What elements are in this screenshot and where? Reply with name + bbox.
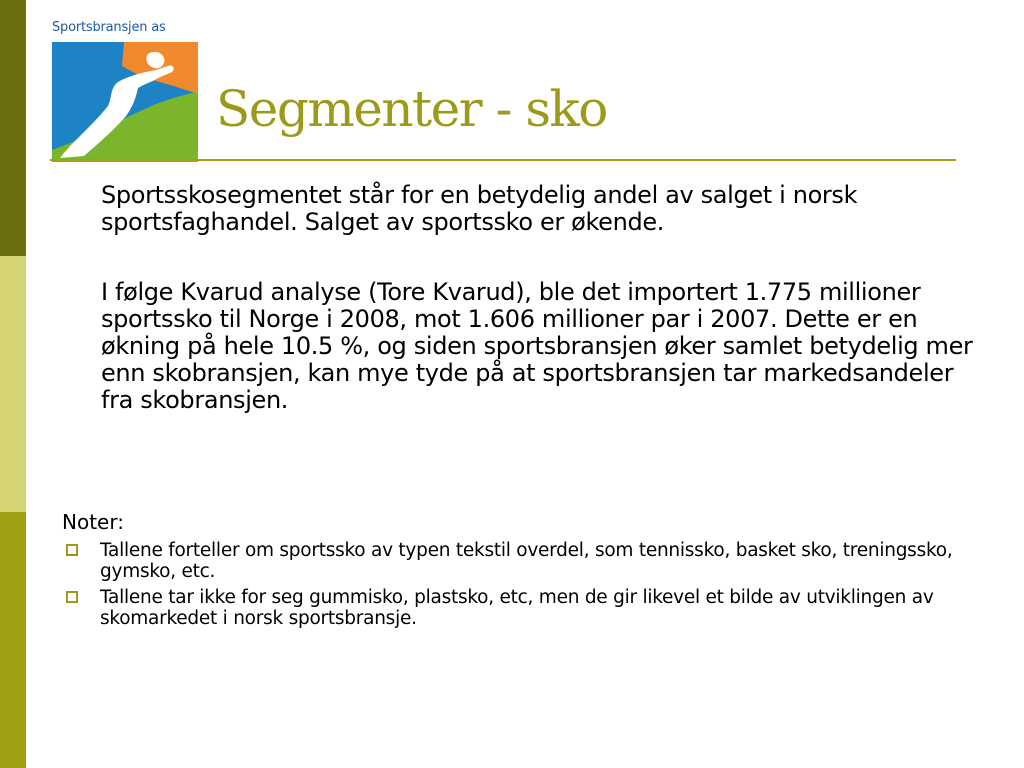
square-bullet-icon bbox=[66, 591, 78, 603]
title-divider bbox=[50, 159, 956, 161]
company-logo bbox=[52, 20, 198, 162]
body-paragraph-2: I følge Kvarud analyse (Tore Kvarud), ble det importert 1.775 millioner sportssko til Norge i 2008, mot 1.606 millioner par i 2007. Dette er en økning på hele 10.5 %, og siden sportsbransjen øker samlet betydelig mer enn skobransjen, kan mye tyde på at sportsbransjen tar markedsandeler fra skobransjen. bbox=[101, 278, 973, 414]
note-text: Tallene forteller om sportssko av typen tekstil overdel, som tennissko, basket sko, treningssko, gymsko, etc. bbox=[100, 540, 953, 582]
sidebar-stripe-top bbox=[0, 0, 26, 256]
notes-list bbox=[62, 540, 982, 634]
square-bullet-icon bbox=[66, 544, 78, 556]
runner-logo-icon bbox=[52, 42, 198, 162]
note-text: Tallene tar ikke for seg gummisko, plastsko, etc, men de gir likevel et bilde av utviklingen av skomarkedet i norsk sportsbransje. bbox=[100, 587, 934, 629]
note-item bbox=[62, 540, 982, 582]
sidebar-stripe-middle bbox=[0, 256, 26, 512]
slide-title: Segmenter - sko bbox=[216, 80, 607, 138]
body-paragraph-1: Sportsskosegmentet står for en betydelig andel av salget i norsk sportsfaghandel. Salget av sportssko er økende. bbox=[101, 181, 858, 236]
sidebar-stripe-bottom bbox=[0, 512, 26, 768]
notes-heading: Noter: bbox=[62, 510, 124, 534]
note-item bbox=[62, 587, 982, 629]
logo-text: Sportsbransjen as bbox=[52, 20, 166, 35]
